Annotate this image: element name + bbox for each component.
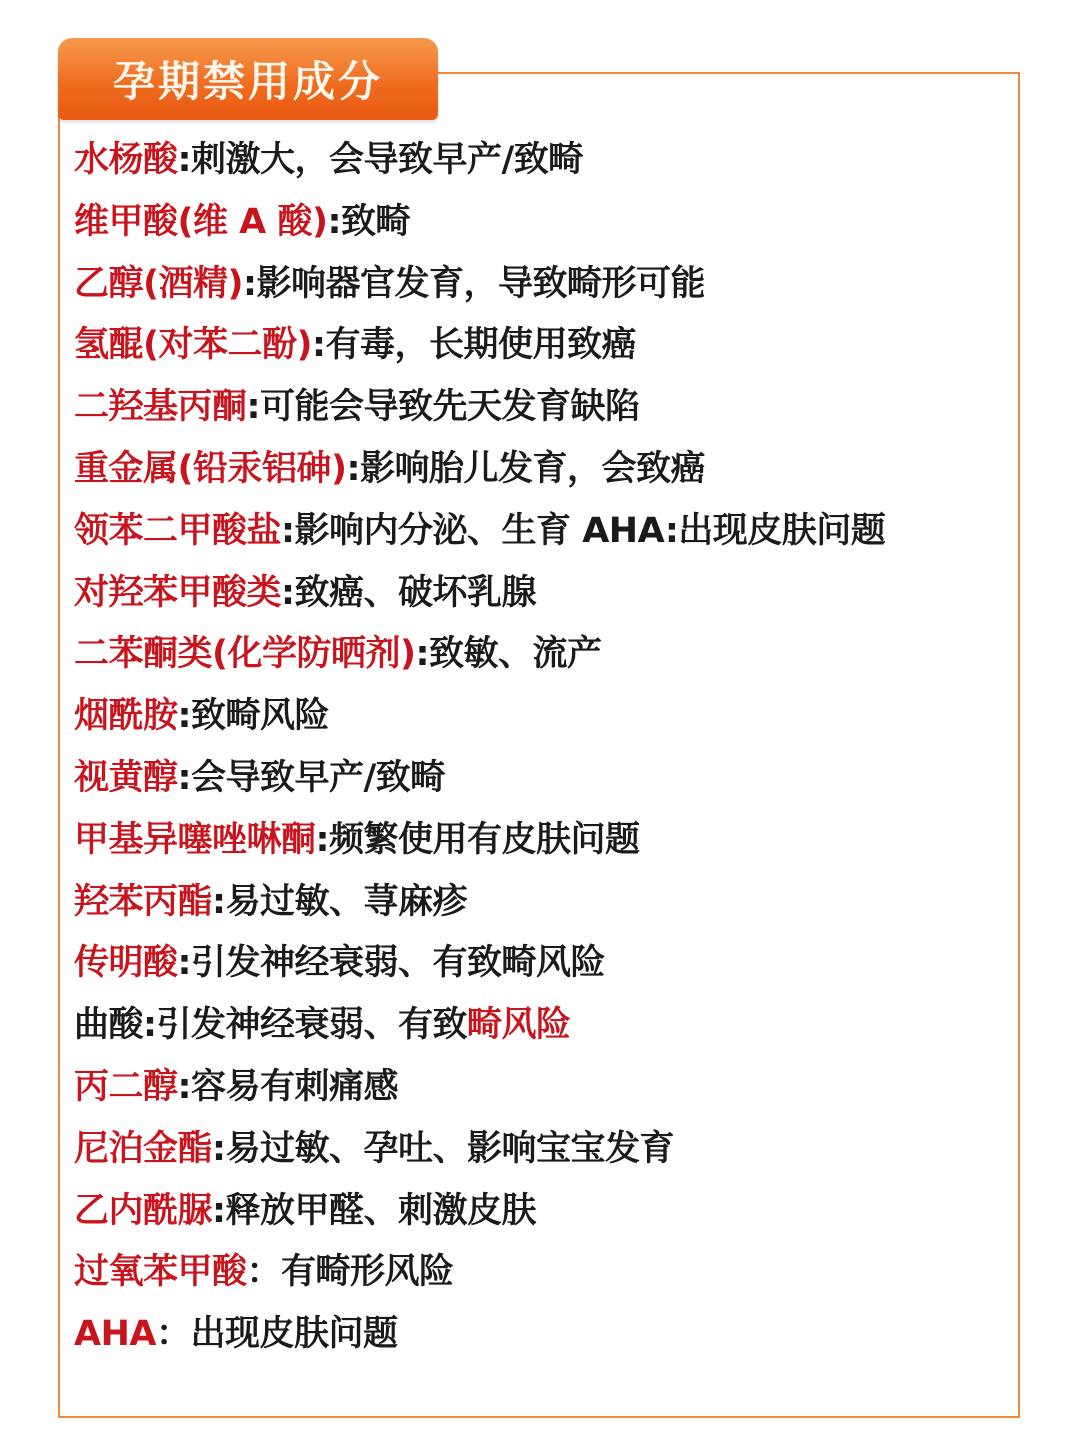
ingredient-effect: ：出现皮肤问题 [155,1314,398,1355]
ingredient-name: 水杨酸 [74,140,178,180]
list-item [74,624,1004,686]
page-title: 孕期禁用成分 [112,57,383,106]
list-item [74,1119,1004,1181]
ingredient-name: 羟苯丙酯 [74,881,213,922]
list-item [74,254,1004,316]
ingredient-effect: :会导致早产/致畸 [177,757,445,798]
ingredient-name: 重金属(铅汞铝砷) [74,448,347,489]
ingredient-name: 氢醌(对苯二酚) [74,325,312,366]
title-tab [58,38,438,120]
list-item [74,1181,1004,1243]
ingredient-effect: ：有畸形风险 [246,1252,454,1293]
ingredient-effect: :易过敏、荨麻疹 [212,881,468,922]
ingredient-effect: :频繁使用有皮肤问题 [315,819,640,860]
ingredient-effect: :致畸风险 [177,696,330,737]
ingredient-effect: :易过敏、孕吐、影响宝宝发育 [212,1128,675,1169]
ingredient-name: AHA [74,1314,156,1355]
list-item [74,810,1004,872]
ingredient-name: 二羟基丙酮 [74,387,247,428]
ingredient-name: 尼泊金酯 [74,1128,213,1169]
list-item [74,315,1004,377]
list-item [74,377,1004,439]
list-item [74,748,1004,810]
ingredient-name: 视黄醇 [74,757,178,798]
list-item [74,439,1004,501]
ingredient-effect: :影响器官发育，导致畸形可能 [243,263,705,304]
list-item [74,563,1004,625]
list-item [74,192,1004,254]
ingredient-name: 乙醇(酒精) [74,263,243,304]
list-item [74,130,1004,192]
ingredient-effect: :影响胎儿发育，会致癌 [346,448,705,489]
list-item [74,1242,1004,1304]
list-item [74,933,1004,995]
ingredient-effect: :刺激大，会导致早产/致畸 [177,140,583,180]
ingredient-effect-highlight: 畸风险 [467,1005,571,1046]
ingredient-name: 对羟苯甲酸类 [74,572,282,613]
ingredient-name: 过氧苯甲酸 [74,1252,247,1293]
ingredient-effect: :致敏、流产 [415,634,602,675]
ingredient-effect: :致癌、破坏乳腺 [281,572,537,613]
ingredient-effect: :可能会导致先天发育缺陷 [246,387,640,428]
list-item [74,995,1004,1057]
ingredient-effect: 曲酸:引发神经衰弱、有致 [74,1005,467,1046]
ingredient-name: 传明酸 [74,943,178,984]
list-item [74,1057,1004,1119]
ingredient-list [74,130,1004,1366]
list-item [74,686,1004,748]
ingredient-name: 领苯二甲酸盐 [74,510,282,551]
ingredient-name: 二苯酮类(化学防晒剂) [74,634,416,675]
ingredient-effect: :容易有刺痛感 [177,1066,399,1107]
ingredient-name: 甲基异噻唑啉酮 [74,819,316,860]
ingredient-effect: :释放甲醛、刺激皮肤 [212,1190,537,1231]
ingredient-effect: :引发神经衰弱、有致畸风险 [177,943,606,984]
ingredient-name: 丙二醇 [74,1066,178,1107]
ingredient-effect: :影响内分泌、生育 AHA:出现皮肤问题 [281,510,886,551]
ingredient-effect: :致畸 [327,201,410,242]
ingredient-name: 维甲酸(维 A 酸) [74,201,328,242]
list-item [74,501,1004,563]
list-item [74,1304,1004,1366]
ingredient-name: 烟酰胺 [74,696,178,737]
ingredient-name: 乙内酰脲 [74,1190,213,1231]
list-item [74,872,1004,934]
ingredient-effect: :有毒，长期使用致癌 [312,325,636,366]
